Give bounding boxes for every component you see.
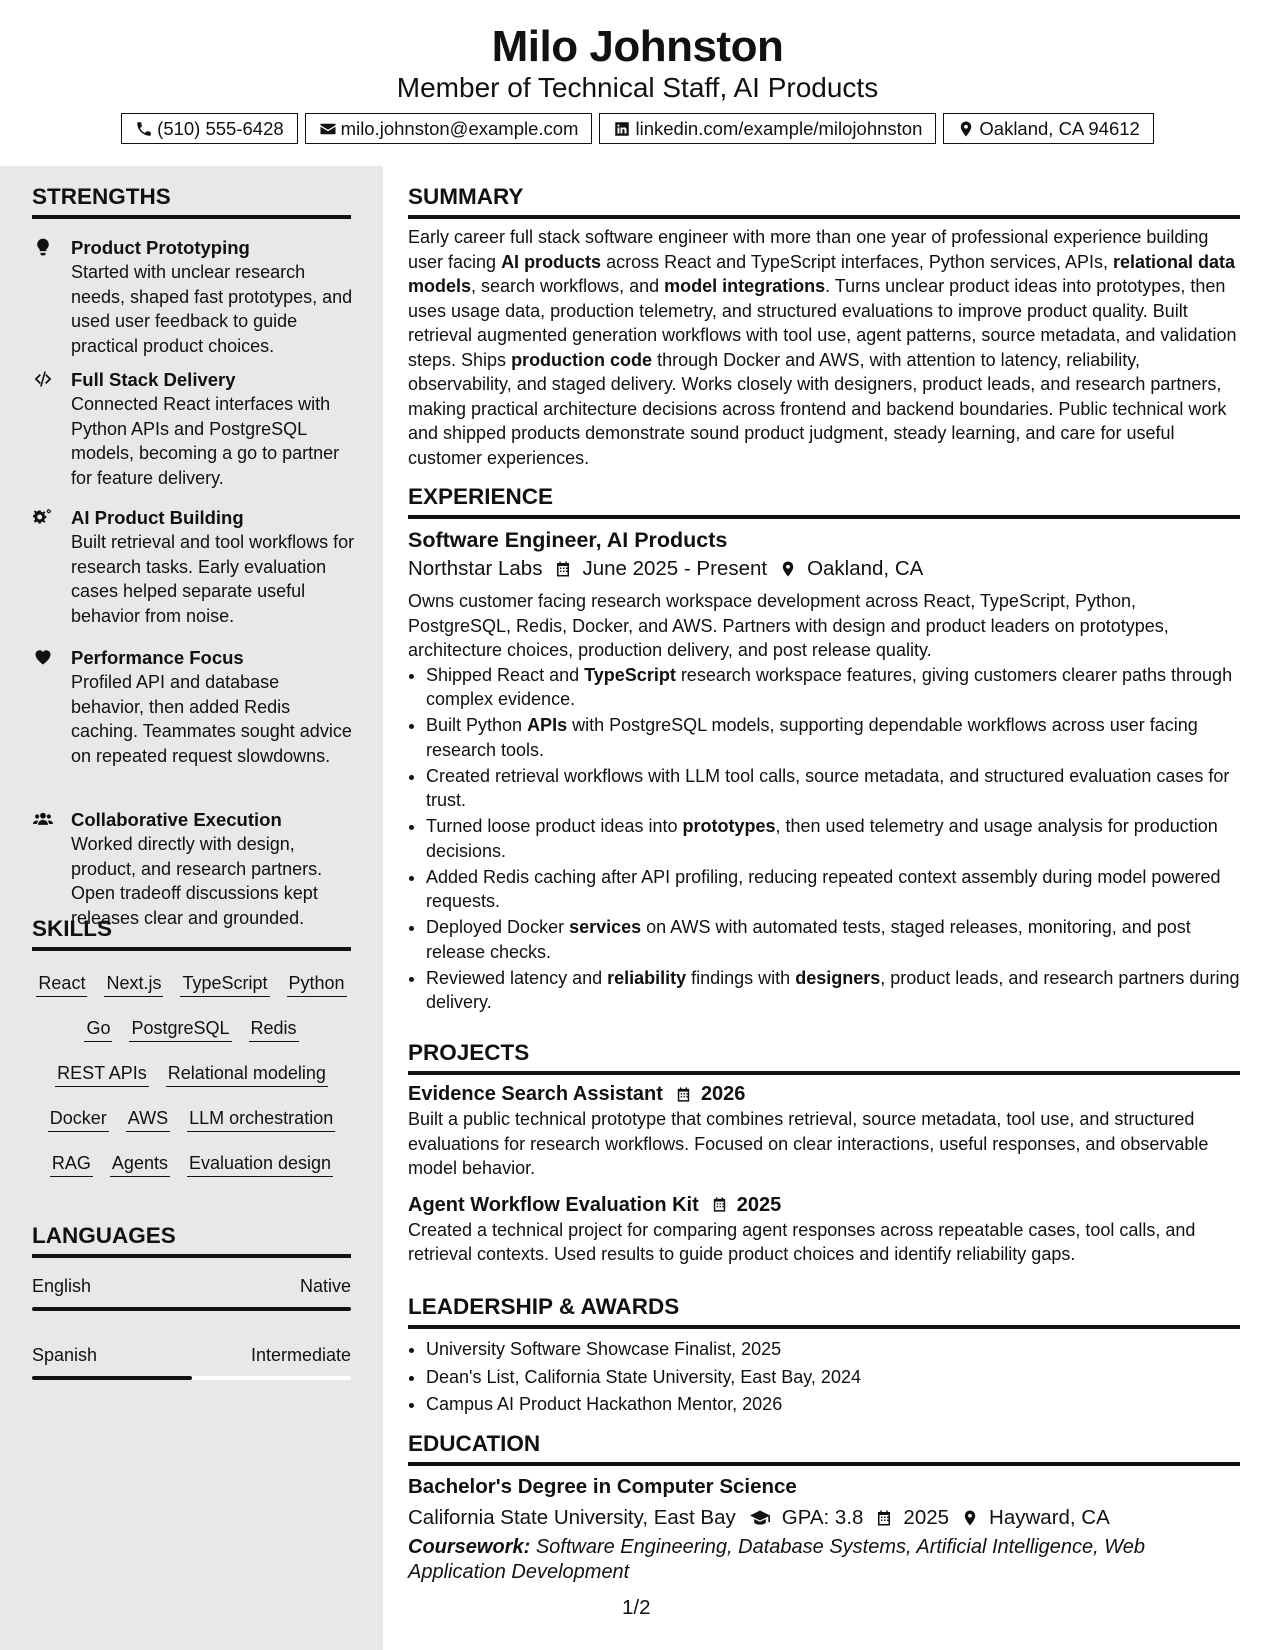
list-item: • Reviewed latency and reliability findings with designers, product leads, and research partners during delivery. [426, 966, 1240, 1015]
projects-heading: PROJECTS [408, 1040, 1240, 1075]
job-bullets [408, 663, 1240, 1015]
languages-section [32, 1223, 351, 1365]
list-item: • Deployed Docker services on AWS with automated tests, staged releases, monitoring, and post release checks. [426, 915, 1240, 964]
leadership-section [408, 1294, 1240, 1419]
list-item: • Shipped React and TypeScript research workspace features, giving customers clearer paths through complex evidence. [426, 663, 1240, 712]
skill-tag: Go [84, 1016, 112, 1042]
heart-icon [32, 647, 56, 669]
envelope-icon [319, 120, 337, 138]
project-year: 2025 [736, 1193, 782, 1216]
strength-description: Connected React interfaces with Python APIs and PostgreSQL models, becoming a go to partner for feature delivery. [71, 394, 340, 488]
skills-heading: SKILLS [32, 916, 351, 951]
list-item: • Built Python APIs with PostgreSQL models, supporting dependable workflows across user facing research tools. [426, 713, 1240, 762]
skills-row [32, 1061, 351, 1087]
linkedin-icon [613, 120, 631, 138]
skill-tag: AWS [126, 1106, 170, 1132]
language-proficiency-bar [32, 1376, 351, 1380]
coursework-label: Coursework: [408, 1536, 531, 1558]
project-description: Created a technical project for comparing agent responses across repeatable cases, tool calls, and retrieval contexts. Used results to guide product choices and identify reliability gaps. [408, 1219, 1196, 1264]
job-meta [408, 555, 1240, 583]
skill-tag: Relational modeling [166, 1061, 328, 1087]
list-item: • Created retrieval workflows with LLM tool calls, source metadata, and structured evaluation cases for trust. [426, 764, 1240, 813]
language-name: English [32, 1276, 92, 1296]
contact-location-text: Oakland, CA 94612 [979, 117, 1140, 139]
lightbulb-icon [32, 237, 56, 259]
skills-row [32, 1016, 351, 1042]
strength-description: Built retrieval and tool workflows for research tasks. Early evaluation cases helped separate useful behavior from noise. [71, 532, 355, 626]
skills-row [32, 1151, 351, 1177]
summary-heading: SUMMARY [408, 184, 1240, 219]
phone-icon [135, 120, 153, 138]
education-section [408, 1431, 1240, 1584]
code-icon [32, 369, 56, 391]
contact-phone[interactable] [121, 113, 298, 144]
job-title: Software Engineer, AI Products [408, 528, 728, 552]
contact-bar [0, 113, 1275, 144]
skill-tag: LLM orchestration [187, 1106, 335, 1132]
users-icon [32, 809, 56, 831]
leadership-heading: LEADERSHIP & AWARDS [408, 1294, 1240, 1329]
skill-tag: React [36, 971, 87, 997]
school-location: Hayward, CA [989, 1506, 1110, 1529]
strengths-heading: STRENGTHS [32, 184, 351, 219]
leadership-list [408, 1336, 1240, 1417]
job-description: Owns customer facing research workspace development across React, TypeScript, Python, PostgreSQL, Redis, Docker, and AWS. Partners with design and product leaders on prototypes, architecture choices, production delivery, and post release quality. [408, 591, 1169, 660]
skill-tag: Next.js [104, 971, 163, 997]
candidate-title: Member of Technical Staff, AI Products [396, 72, 879, 103]
contact-linkedin-text: linkedin.com/example/milojohnston [635, 117, 923, 139]
project-year: 2026 [700, 1083, 746, 1105]
degree-title: Bachelor's Degree in Computer Science [408, 1475, 797, 1498]
strengths-section [32, 184, 355, 928]
skill-tag: Docker [48, 1106, 109, 1132]
map-pin-icon [779, 559, 797, 579]
contact-location[interactable] [943, 113, 1153, 144]
list-item: • University Software Showcase Finalist, 2025 [426, 1336, 1240, 1362]
sidebar [0, 166, 383, 1650]
candidate-name: Milo Johnston [491, 22, 784, 71]
projects-section [408, 1040, 1240, 1267]
strength-description: Profiled API and database behavior, then added Redis caching. Teammates sought advice on repeated request slowdowns. [71, 672, 352, 766]
language-proficiency-fill [32, 1376, 192, 1380]
gears-icon [32, 507, 56, 529]
language-level: Intermediate [250, 1345, 351, 1365]
list-item: • Dean's List, California State University, East Bay, 2024 [426, 1364, 1240, 1390]
skills-section [32, 916, 351, 1173]
calendar-icon [711, 1195, 728, 1214]
language-name: Spanish [32, 1345, 98, 1365]
map-pin-icon [961, 1508, 979, 1528]
languages-heading: LANGUAGES [32, 1223, 351, 1258]
coursework-list: Software Engineering, Database Systems, Artificial Intelligence, Web Application Development [408, 1536, 1146, 1583]
project-name: Evidence Search Assistant [408, 1083, 663, 1105]
gpa: GPA: 3.8 [781, 1506, 864, 1529]
strength-title: Collaborative Execution [71, 809, 282, 830]
calendar-icon [554, 559, 572, 579]
language-proficiency-bar [32, 1307, 351, 1311]
contact-phone-text: (510) 555-6428 [157, 117, 284, 139]
contact-email[interactable] [305, 113, 593, 144]
resume-header [0, 0, 1275, 166]
job-location: Oakland, CA [807, 557, 924, 580]
language-level: Native [299, 1276, 351, 1296]
page-number: 1/2 [622, 1596, 651, 1619]
education-heading: EDUCATION [408, 1431, 1240, 1466]
language-item [32, 1275, 351, 1311]
strength-description: Started with unclear research needs, shaped fast prototypes, and used user feedback to guide practical product choices. [71, 262, 353, 356]
summary-text: Early career full stack software engineer with more than one year of professional experience building user facing AI products across React and TypeScript interfaces, Python services, APIs, relational data models, search workflows, and model integrations. Turns unclear product ideas into prototypes, then uses usage data, production telemetry, and structured evaluations to improve product quality. Built retrieval augmented generation workflows with tool use, agent patterns, source metadata, and validation steps. Ships production code through Docker and AWS, with attention to latency, reliability, observability, and staged delivery. Works closely with designers, product leads, and research partners, making practical architecture decisions across frontend and backend boundaries. Public technical work and shipped products demonstrate sound product judgment, steady learning, and care for useful customer experiences. [408, 227, 1237, 468]
skill-tag: RAG [50, 1151, 93, 1177]
graduation-cap-icon [748, 1508, 772, 1528]
graduation-year: 2025 [903, 1506, 950, 1529]
job-dates: June 2025 - Present [582, 557, 768, 580]
list-item: • Turned loose product ideas into prototypes, then used telemetry and usage analysis for production decisions. [426, 814, 1240, 863]
skills-row [32, 971, 351, 997]
project-description: Built a public technical prototype that combines retrieval, source metadata, tool use, and structured evaluations for research workflows. Focused on clear interactions, useful responses, and observable model behavior. [408, 1109, 1209, 1178]
school-name: California State University, East Bay [408, 1506, 736, 1529]
list-item: • Added Redis caching after API profiling, reducing repeated context assembly during model powered requests. [426, 865, 1240, 914]
project-title [408, 1081, 1240, 1107]
calendar-icon [675, 1085, 692, 1104]
summary-section [408, 184, 1240, 470]
experience-section [408, 484, 1240, 1016]
skill-tag: REST APIs [55, 1061, 149, 1087]
language-proficiency-fill [32, 1307, 351, 1311]
map-pin-icon [957, 120, 975, 138]
project-name: Agent Workflow Evaluation Kit [408, 1193, 699, 1216]
language-item [32, 1344, 351, 1380]
education-meta [408, 1504, 1240, 1532]
contact-email-text: milo.johnston@example.com [340, 117, 579, 139]
skills-row [32, 1106, 351, 1132]
project-title [408, 1192, 1240, 1218]
skill-tag: PostgreSQL [129, 1016, 231, 1042]
strength-description: Worked directly with design, product, and research partners. Open tradeoff discussions kept releases clear and grounded. [71, 834, 323, 928]
skill-tag: Python [287, 971, 347, 997]
list-item: • Campus AI Product Hackathon Mentor, 2026 [426, 1391, 1240, 1417]
calendar-icon [875, 1508, 893, 1528]
skill-tag: Evaluation design [187, 1151, 333, 1177]
skill-tag: TypeScript [180, 971, 269, 997]
experience-heading: EXPERIENCE [408, 484, 1240, 519]
strength-title: Full Stack Delivery [71, 369, 236, 390]
skill-tag: Agents [110, 1151, 170, 1177]
contact-linkedin[interactable] [599, 113, 936, 144]
strength-title: Product Prototyping [71, 237, 250, 258]
coursework [408, 1535, 1240, 1584]
strength-title: AI Product Building [71, 507, 244, 528]
strength-title: Performance Focus [71, 647, 244, 668]
company-name: Northstar Labs [408, 557, 543, 580]
skill-tag: Redis [249, 1016, 299, 1042]
